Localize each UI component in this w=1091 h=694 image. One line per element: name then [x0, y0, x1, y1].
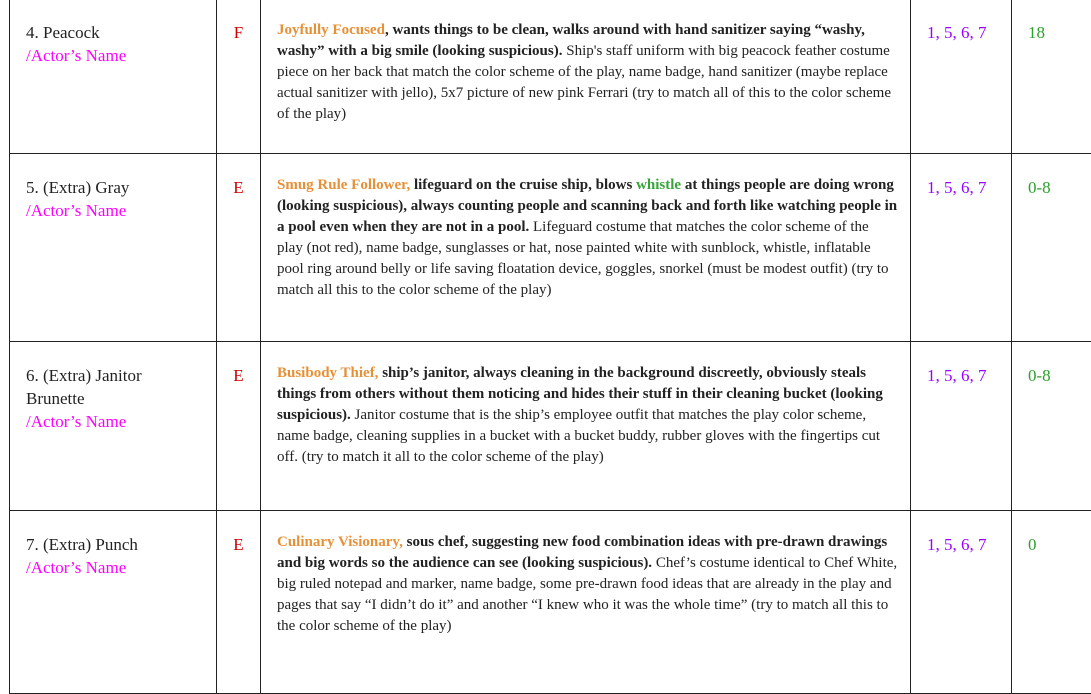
table-row [10, 511, 1091, 694]
character-name: 7. (Extra) Punch [26, 533, 212, 556]
scenes-cell: 1, 5, 6, 7 [911, 511, 1012, 694]
gender-cell: E [217, 154, 261, 342]
actor-name-link: /Actor’s Name [26, 44, 212, 67]
character-trait: Culinary Visionary, [277, 534, 403, 550]
description-cell [261, 154, 911, 342]
whistle-highlight: whistle [636, 177, 681, 193]
character-name: 6. (Extra) Janitor [26, 364, 212, 387]
character-name-cell [10, 342, 217, 511]
character-trait: Joyfully Focused [277, 22, 385, 38]
cast-table [9, 0, 1091, 694]
scenes-cell: 1, 5, 6, 7 [911, 154, 1012, 342]
character-name: 5. (Extra) Gray [26, 176, 212, 199]
character-trait: Smug Rule Follower, [277, 177, 410, 193]
table-row [10, 342, 1091, 511]
character-name-cell [10, 0, 217, 154]
actor-name-link: /Actor’s Name [26, 556, 212, 579]
character-name-cell [10, 511, 217, 694]
lines-cell: 0-8 [1012, 342, 1091, 511]
bold-description: sous chef, suggesting new food combination ideas with pre-drawn drawings and big words so the audience can see (looking suspicious). [277, 534, 887, 571]
gender-cell: E [217, 342, 261, 511]
scenes-cell: 1, 5, 6, 7 [911, 342, 1012, 511]
bold-description: at things people are doing wrong (looking suspicious), always counting people and scanning back and forth like watching people in a pool even when they are not in a pool. [277, 177, 897, 235]
actor-name-link: /Actor’s Name [26, 410, 212, 433]
costume-description: Lifeguard costume that matches the color scheme of the play (not red), name badge, sunglasses or hat, nose painted white with sunblock, whistle, inflatable pool ring around belly or life saving floatation device, goggles, snorkel (must be modest outfit) (try to match all this to the color scheme of the play) [277, 219, 889, 298]
costume-description: Chef’s costume identical to Chef White, big ruled notepad and marker, name badge, some pre-drawn food ideas that are already in the play and pages that say “I didn’t do it” and another “I knew who it was the whole time” (try to match all this to the color scheme of the play) [277, 555, 897, 634]
character-trait: Busibody Thief, [277, 365, 378, 381]
scenes-cell: 1, 5, 6, 7 [911, 0, 1012, 154]
table-row [10, 0, 1091, 154]
actor-name-link: /Actor’s Name [26, 199, 212, 222]
character-name: 4. Peacock [26, 21, 212, 44]
costume-description: Ship's staff uniform with big peacock feather costume piece on her back that match the color scheme of the play, name badge, hand sanitizer (maybe replace actual sanitizer with jello), 5x7 picture of new pink Ferrari (try to match all of this to the color scheme of the play) [277, 43, 891, 122]
description-cell [261, 342, 911, 511]
costume-description: Janitor costume that is the ship’s employee outfit that matches the play color scheme, name badge, cleaning supplies in a bucket with a bucket buddy, rubber gloves with the fingertips cut off. (try to match it all to the color scheme of the play) [277, 407, 880, 465]
gender-cell: E [217, 511, 261, 694]
character-name-line2: Brunette [26, 387, 212, 410]
gender-cell: F [217, 0, 261, 154]
bold-description: ship’s janitor, always cleaning in the background discreetly, obviously steals things from others without them noticing and hides their stuff in their cleaning bucket (looking suspicious). [277, 365, 883, 423]
bold-description: , wants things to be clean, walks around with hand sanitizer saying “washy, washy” with a big smile (looking suspicious). [277, 22, 865, 59]
description-cell [261, 0, 911, 154]
table-row [10, 154, 1091, 342]
lines-cell: 0-8 [1012, 154, 1091, 342]
lines-cell: 0 [1012, 511, 1091, 694]
character-name-cell [10, 154, 217, 342]
bold-description: lifeguard on the cruise ship, blows [410, 177, 636, 193]
lines-cell: 18 [1012, 0, 1091, 154]
description-cell [261, 511, 911, 694]
